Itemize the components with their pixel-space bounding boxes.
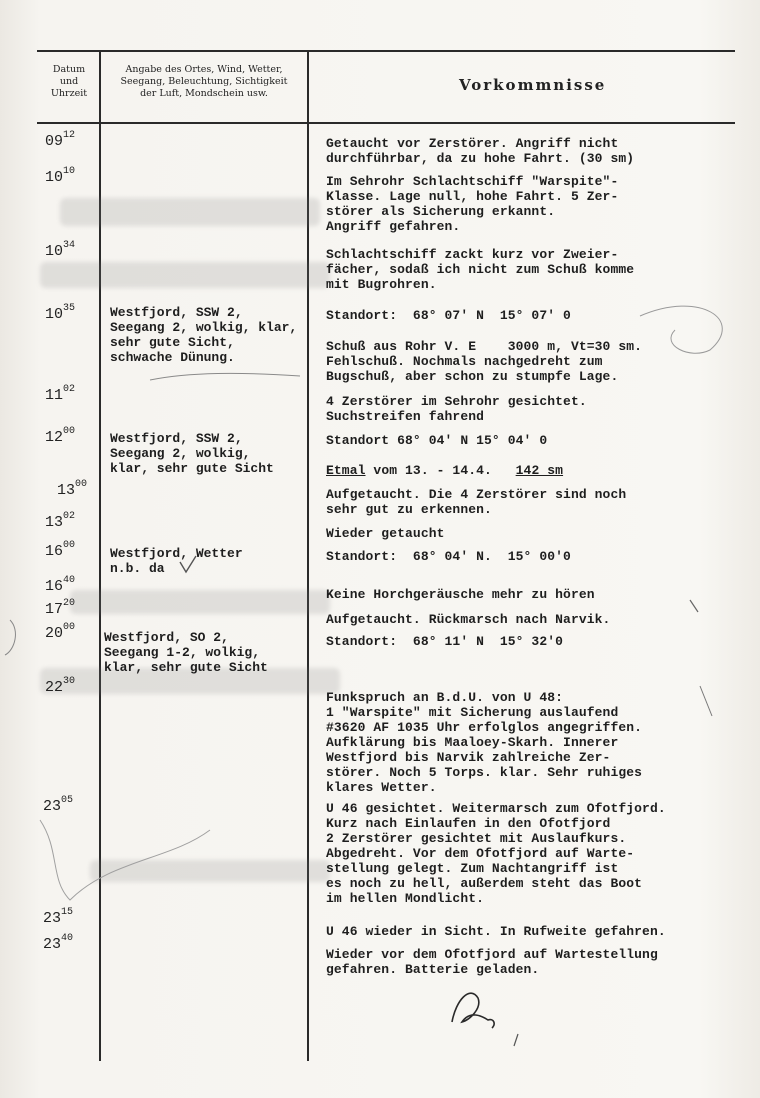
- event-line: U 46 gesichtet. Weitermarsch zum Ofotfjord.: [326, 801, 666, 816]
- header-events-title: Vorkommnisse: [459, 76, 607, 94]
- pencil-checkmark: [180, 556, 196, 572]
- time-minute: 40: [63, 575, 76, 586]
- pencil-tick: [690, 600, 698, 612]
- event-line: Angriff gefahren.: [326, 219, 461, 234]
- location-line: Westfjord, Wetter: [110, 546, 243, 561]
- time-minute: 00: [63, 426, 76, 437]
- time-minute: 00: [63, 540, 76, 551]
- event-line: Suchstreifen fahrend: [326, 409, 485, 424]
- time-hour: 10: [45, 306, 64, 323]
- pencil-arc: [5, 620, 15, 655]
- time-hour: 16: [45, 578, 64, 595]
- time-hour: 10: [45, 243, 64, 260]
- time-minute: 10: [63, 166, 76, 177]
- event-line: es noch zu hell, außerdem steht das Boot: [326, 876, 643, 891]
- time-minute: 02: [63, 384, 76, 395]
- event-line: Wieder vor dem Ofotfjord auf Wartestellung: [326, 947, 658, 962]
- time-hour: 22: [45, 679, 64, 696]
- pencil-tick: [700, 686, 712, 716]
- event-2315: U 46 wieder in Sicht. In Rufweite gefahren.: [326, 924, 666, 939]
- event-line: 2 Zerstörer gesichtet mit Auslaufkurs.: [326, 831, 627, 846]
- signature: [452, 993, 494, 1028]
- time-hour: 11: [45, 387, 64, 404]
- event-line: klares Wetter.: [326, 780, 437, 795]
- event-line: 4 Zerstörer im Sehrohr gesichtet.: [326, 394, 587, 409]
- time-minute: 00: [75, 479, 88, 490]
- time-minute: 00: [63, 622, 76, 633]
- location-line: Westfjord, SO 2,: [104, 630, 229, 645]
- event-line: Im Sehrohr Schlachtschiff "Warspite"-: [326, 174, 619, 189]
- event-line: mit Bugrohren.: [326, 277, 437, 292]
- pencil-arc: [40, 820, 210, 900]
- location-line: sehr gute Sicht,: [110, 335, 235, 350]
- header-date-line: und: [59, 76, 79, 87]
- event-1600: Standort: 68° 04' N. 15° 00'0: [326, 549, 571, 564]
- time-hour: 16: [45, 543, 64, 560]
- time-minute: 02: [63, 511, 76, 522]
- event-1720: Aufgetaucht. Rückmarsch nach Narvik.: [326, 612, 611, 627]
- location-line: Westfjord, SSW 2,: [110, 431, 243, 446]
- event-line: sehr gut zu erkennen.: [326, 502, 492, 517]
- time-minute: 15: [61, 907, 74, 918]
- header-date-line: Uhrzeit: [50, 88, 88, 99]
- event-line: Fehlschuß. Nochmals nachgedreht zum: [326, 354, 603, 369]
- header-place-line: Seegang, Beleuchtung, Sichtigkeit: [120, 76, 288, 87]
- time-minute: 34: [63, 240, 76, 251]
- event-2000: Standort: 68° 11' N 15° 32'0: [326, 634, 564, 649]
- time-minute: 30: [63, 676, 76, 687]
- location-line: klar, sehr gute Sicht: [104, 660, 268, 675]
- event-line: Schuß aus Rohr V. E 3000 m, Vt=30 sm.: [326, 339, 643, 354]
- event-line: fächer, sodaß ich nicht zum Schuß komme: [326, 262, 635, 277]
- location-line: Westfjord, SSW 2,: [110, 305, 243, 320]
- event-line: Aufklärung bis Maaloey-Skarh. Innerer: [326, 735, 619, 750]
- event-line: Abgedreht. Vor dem Ofotfjord auf Warte-: [326, 846, 635, 861]
- time-hour: 13: [45, 514, 64, 531]
- time-hour: 13: [57, 482, 76, 499]
- event-1200-position: Standort 68° 04' N 15° 04' 0: [326, 433, 548, 448]
- location-line: Seegang 2, wolkig,: [110, 446, 251, 461]
- pencil-tick: [514, 1034, 518, 1046]
- time-minute: 12: [63, 130, 76, 141]
- event-line: Westfjord bis Narvik zahlreiche Zer-: [326, 750, 611, 765]
- time-minute: 35: [63, 303, 76, 314]
- event-line: im hellen Mondlicht.: [326, 891, 485, 906]
- header-date-line: Datum: [52, 64, 86, 75]
- event-line: Funkspruch an B.d.U. von U 48:: [326, 690, 564, 705]
- time-hour: 09: [45, 133, 64, 150]
- location-line: Seegang 1-2, wolkig,: [104, 645, 261, 660]
- event-line: stellung gelegt. Zum Nachtangriff ist: [326, 861, 619, 876]
- pencil-margin-note: [150, 373, 300, 380]
- event-line: Schlachtschiff zackt kurz vor Zweier-: [326, 247, 619, 262]
- header-place-line: der Luft, Mondschein usw.: [140, 88, 268, 99]
- event-line: störer. Noch 5 Torps. klar. Sehr ruhiges: [326, 765, 643, 780]
- location-line: Seegang 2, wolkig, klar,: [110, 320, 298, 335]
- time-hour: 12: [45, 429, 64, 446]
- etmal-value: 142 sm: [515, 463, 564, 478]
- time-hour: 23: [43, 910, 62, 927]
- location-line: schwache Dünung.: [110, 350, 235, 365]
- etmal-text: vom 13. - 14.4.: [365, 463, 516, 478]
- event-line: Kurz nach Einlaufen in den Ofotfjord: [326, 816, 611, 831]
- event-1302: Wieder getaucht: [326, 526, 445, 541]
- event-1640: Keine Horchgeräusche mehr zu hören: [326, 587, 595, 602]
- time-minute: 05: [61, 795, 74, 806]
- event-1035-position: Standort: 68° 07' N 15° 07' 0: [326, 308, 571, 323]
- pencil-arc: [640, 306, 722, 353]
- time-hour: 20: [45, 625, 64, 642]
- time-minute: 20: [63, 598, 76, 609]
- event-line: Aufgetaucht. Die 4 Zerstörer sind noch: [326, 487, 627, 502]
- location-line: klar, sehr gute Sicht: [110, 461, 274, 476]
- event-line: Bugschuß, aber schon zu stumpfe Lage.: [326, 369, 619, 384]
- etmal-label: Etmal: [326, 463, 366, 478]
- event-line: durchführbar, da zu hohe Fahrt. (30 sm): [326, 151, 635, 166]
- time-minute: 40: [61, 933, 74, 944]
- event-line: Klasse. Lage null, hohe Fahrt. 5 Zer-: [326, 189, 619, 204]
- event-line: störer als Sicherung erkannt.: [326, 204, 556, 219]
- event-line: 1 "Warspite" mit Sicherung auslaufend: [326, 705, 619, 720]
- event-line: gefahren. Batterie geladen.: [326, 962, 540, 977]
- time-hour: 23: [43, 936, 62, 953]
- time-hour: 17: [45, 601, 64, 618]
- event-line: #3620 AF 1035 Uhr erfolglos angegriffen.: [326, 720, 643, 735]
- time-hour: 10: [45, 169, 64, 186]
- event-line: Getaucht vor Zerstörer. Angriff nicht: [326, 136, 619, 151]
- time-hour: 23: [43, 798, 62, 815]
- location-line: n.b. da: [110, 561, 165, 576]
- header-place-line: Angabe des Ortes, Wind, Wetter,: [125, 64, 283, 75]
